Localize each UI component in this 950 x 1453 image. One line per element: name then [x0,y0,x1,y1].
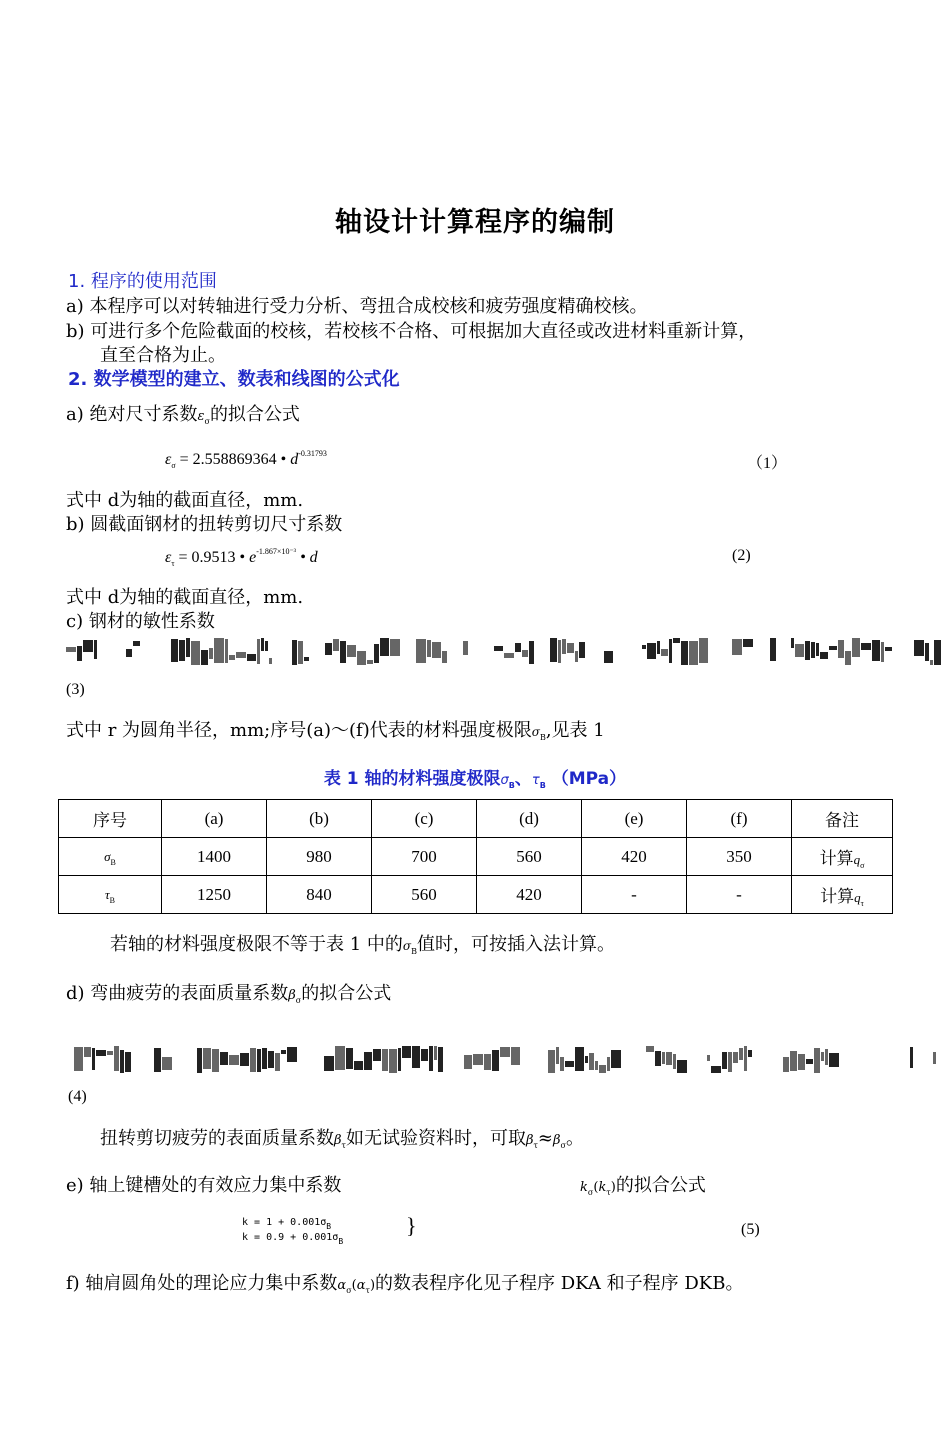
formula-glyph [599,1065,606,1073]
where-3-tail: ,见表 1 [545,720,605,741]
formula-2-exp: -1.867×10⁻³ [256,547,297,556]
item-1b-line1: b) 可进行多个危险截面的校核，若校核不合格、可根据加大直径或改进材料重新计算， [66,321,757,342]
formula-glyph [416,639,426,663]
where-3-sigma-sub: B [539,733,546,742]
table-cell: - [687,876,792,914]
formula-5-line2-text: k = 0.9 + 0.001σ [242,1232,339,1243]
row-symbol: σ [104,849,111,864]
formula-glyph [579,642,585,658]
beta-tau-note [100,1124,584,1150]
formula-glyph [791,638,794,648]
formula-glyph [402,1046,411,1058]
formula-glyph [325,643,332,655]
formula-glyph [412,1046,420,1068]
interpolation-sigma: σ [402,939,412,953]
formula-glyph [162,1057,172,1070]
formula-glyph [673,638,680,643]
formula-glyph [434,1046,437,1060]
item-e: e) 轴上键槽处的有效应力集中系数 [66,1175,342,1196]
formula-glyph [429,1046,433,1071]
formula-glyph [575,1047,584,1071]
item-f-text: f) 轴肩圆角处的理论应力集中系数 [66,1273,338,1294]
item-d-text: d) 弯曲疲劳的表面质量系数 [66,983,289,1004]
note-text: 计算 [819,848,854,868]
formula-glyph [120,1050,124,1073]
item-e-coeffs [580,1171,706,1197]
where-3-sigma: σ [531,725,540,739]
beta-sub: σ [295,996,302,1005]
material-strength-table [58,799,893,914]
formula-glyph [77,646,82,661]
formula-glyph [611,1050,621,1068]
formula-glyph [240,1053,249,1066]
formula-glyph [681,641,688,665]
formula-glyph [335,1046,345,1070]
formula-glyph [558,640,561,663]
formula-glyph [838,640,844,658]
formula-glyph [186,638,190,657]
formula-glyph [126,649,132,657]
formula-glyph [107,1051,113,1055]
formula-glyph [367,660,373,664]
formula-glyph [744,1046,747,1071]
formula-1-d: d [290,451,299,468]
formula-glyph [930,660,933,665]
formula-glyph [585,1056,588,1063]
formula-glyph [84,1047,91,1057]
formula-glyph [795,644,804,657]
formula-4-image [74,1046,950,1076]
note-symbol: q [854,889,861,905]
item-f-tail: 的数表程序化见子程序 DKA 和子程序 DKB。 [375,1273,744,1294]
alpha-paren-close: ) [369,1278,376,1293]
table-header-cell: 备注 [792,800,893,838]
formula-glyph [373,1049,381,1061]
formula-glyph [885,647,892,651]
formula-glyph [722,1052,727,1069]
formula-glyph [262,1048,267,1069]
formula-glyph [743,639,753,647]
table-header-row [59,800,893,838]
alpha-tau-sub: τ [365,1286,370,1295]
formula-glyph [550,638,557,662]
formula-glyph [96,1050,106,1056]
formula-glyph [522,650,528,657]
item-2c: c) 钢材的敏性系数 [66,611,215,632]
table-cell: 560 [477,838,582,876]
formula-2-rhs: = 0.9513 • [178,549,250,566]
beta-rhs-symbol: β [553,1133,561,1148]
item-e-tail: 的拟合公式 [615,1175,706,1196]
formula-glyph [529,641,534,664]
formula-glyph [669,639,672,663]
formula-2-number: (2) [732,547,751,564]
formula-glyph [94,640,97,659]
formula-glyph [739,1048,743,1060]
formula-glyph [229,655,235,660]
alpha-tau: α [356,1278,366,1293]
formula-glyph [732,639,742,655]
formula-glyph [646,1046,654,1052]
formula-glyph [125,1052,131,1072]
k-sigma: k [580,1180,588,1195]
formula-glyph [83,640,93,652]
formula-glyph [657,641,660,654]
table-cell: 350 [687,838,792,876]
formula-glyph [66,647,76,652]
formula-glyph [711,1066,721,1073]
beta-symbol: β [288,988,296,1003]
formula-glyph [567,643,574,653]
formula-glyph [357,651,366,665]
k-tau: k [598,1180,607,1195]
formula-glyph [575,651,578,662]
note-symbol-sub: τ [860,898,864,908]
formula-glyph [881,642,884,662]
formula-glyph [494,646,503,651]
where-3-text: 式中 r 为圆角半径，mm;序号(a)～(f)代表的材料强度极限 [66,720,532,741]
table-cell: 700 [372,838,477,876]
section-2-heading: 2. 数学模型的建立、数表和线图的公式化 [68,369,400,390]
formula-glyph [607,1057,610,1071]
table-note-cell [792,838,893,876]
formula-glyph [171,639,178,662]
formula-glyph [925,643,929,661]
formula-glyph [92,1048,95,1070]
formula-glyph [464,1055,472,1069]
formula-glyph [346,1048,353,1069]
table-cell: 840 [267,876,372,914]
formula-glyph [298,641,303,664]
interpolation-tail: 值时，可按插入法计算。 [417,934,615,955]
beta-tau-symbol: β [334,1133,342,1148]
formula-glyph [201,650,208,665]
note-symbol-sub: σ [860,860,865,870]
formula-glyph [872,640,880,661]
formula-glyph [269,658,272,664]
formula-glyph [287,1047,297,1062]
formula-glyph [347,645,356,657]
beta-tau-end: 。 [565,1128,584,1149]
interpolation-text: 若轴的材料强度极限不等于表 1 中的 [110,934,403,955]
epsilon-sub: σ [204,417,210,426]
formula-glyph [247,654,256,661]
formula-1-rhs: = 2.558869364 • [179,451,291,468]
formula-glyph [432,642,441,658]
table-caption-unit: （MPa） [545,769,627,789]
formula-glyph [806,1059,813,1064]
row-symbol-cell [59,876,162,914]
formula-4-number: (4) [68,1088,87,1105]
item-f [66,1269,743,1295]
formula-glyph [647,643,656,659]
table-cell: - [582,876,687,914]
formula-glyph [562,639,566,654]
table-header-cell: (c) [372,800,477,838]
formula-glyph [816,643,819,656]
table-cell: 1400 [162,838,267,876]
formula-glyph [374,644,379,663]
formula-glyph [220,1052,228,1065]
formula-glyph [212,1049,219,1072]
formula-5-brace: } [406,1213,417,1238]
beta-rhs-sub: σ [560,1141,566,1150]
formula-glyph [473,1054,483,1065]
where-3 [66,716,605,742]
paren-close: ) [610,1180,616,1195]
beta-tau-mid: 如无试验资料时，可取 [345,1128,526,1149]
formula-2 [165,547,318,568]
formula-glyph [133,641,140,646]
formula-glyph [589,1053,594,1070]
formula-glyph [382,1049,388,1071]
table-cell: 980 [267,838,372,876]
formula-1 [165,449,327,470]
alpha-sigma: α [337,1278,347,1293]
interpolation-sigma-sub: B [411,947,417,956]
formula-2-tail: • d [296,549,318,566]
formula-glyph [728,1052,732,1072]
formula-glyph [275,1053,280,1071]
formula-glyph [814,1048,820,1073]
formula-glyph [364,1052,372,1070]
formula-1-lhs: ε [165,451,172,468]
formula-glyph [209,648,213,659]
formula-glyph [515,643,521,652]
formula-glyph [442,651,447,663]
where-1: 式中 d为轴的截面直径，mm. [66,490,304,511]
k-tau-sub: τ [606,1188,611,1197]
formula-glyph [604,651,613,663]
formula-glyph [333,639,339,651]
interpolation-note [110,930,615,956]
table-cell: 420 [477,876,582,914]
item-d-tail: 的拟合公式 [301,983,392,1004]
formula-glyph [666,1052,672,1065]
item-1a: a) 本程序可以对转轴进行受力分析、弯扭合成校核和疲劳强度精确校核。 [66,296,648,317]
formula-glyph [292,640,297,665]
formula-glyph [236,652,246,658]
table-caption-tau: τ [531,773,540,788]
formula-glyph [673,1054,676,1069]
formula-2-lhs: ε [165,549,172,566]
item-2a-tail: 的拟合公式 [209,404,300,425]
table-header-cell: (a) [162,800,267,838]
formula-glyph [197,1048,202,1073]
formula-glyph [354,1061,363,1070]
formula-glyph [677,1060,687,1073]
formula-glyph [74,1047,83,1071]
page-title: 轴设计计算程序的编制 [335,207,615,238]
formula-glyph [421,1049,428,1061]
formula-glyph [910,1047,913,1068]
formula-glyph [304,657,309,661]
item-1b-line2: 直至合格为止。 [100,345,226,366]
formula-glyph [829,1053,839,1067]
formula-glyph [504,653,514,658]
formula-glyph [790,1051,797,1071]
formula-glyph [492,1050,499,1071]
formula-5-line1-text: k = 1 + 0.001σ [242,1217,327,1228]
formula-5-line1-sub: B [326,1222,332,1231]
table-caption-text: 表 1 轴的材料强度极限 [323,769,501,789]
formula-5-line2-sub: B [338,1237,344,1246]
formula-glyph [398,1048,401,1071]
formula-glyph [914,640,924,656]
formula-glyph [733,1052,738,1063]
formula-glyph [825,1049,828,1065]
formula-glyph [934,640,941,665]
formula-glyph [595,1061,598,1070]
where-2: 式中 d为轴的截面直径，mm. [66,587,304,608]
formula-glyph [257,639,260,664]
beta-tau-text: 扭转剪切疲劳的表面质量系数 [100,1128,334,1149]
formula-5-number: (5) [741,1221,760,1238]
alpha-paren-open: ( [351,1278,357,1293]
formula-glyph [770,638,776,661]
formula-glyph [820,652,828,659]
formula-5-line2 [242,1232,343,1247]
formula-glyph [655,1051,661,1066]
formula-glyph [783,1057,789,1072]
formula-2-e: e [249,549,257,566]
formula-glyph [829,646,837,650]
formula-glyph [861,643,871,650]
formula-3-number: (3) [66,681,85,698]
formula-glyph [261,638,264,651]
table-header-cell: (e) [582,800,687,838]
formula-5-line1 [242,1217,343,1232]
table-header-cell: (d) [477,800,582,838]
formula-glyph [845,651,851,665]
alpha-sigma-sub: σ [346,1286,352,1295]
item-2b: b) 圆截面钢材的扭转剪切尺寸系数 [66,514,343,535]
formula-glyph [281,1050,286,1054]
formula-1-number: （1） [747,455,788,472]
formula-glyph [427,640,431,657]
formula-glyph [852,638,860,657]
epsilon-symbol: ε [197,409,205,424]
table-header-cell: (f) [687,800,792,838]
table-caption-tau-sub: B [539,781,546,790]
formula-glyph [380,638,389,656]
formula-glyph [500,1047,510,1057]
note-symbol: q [853,851,861,867]
item-2a-text: a) 绝对尺寸系数 [66,404,198,425]
table-row [59,876,893,914]
formula-glyph [324,1056,334,1071]
note-text: 计算 [820,886,855,906]
formula-glyph [689,641,698,665]
table-caption [0,764,950,790]
table-caption-sigma: σ [500,773,509,788]
formula-1-exp: -0.31793 [298,449,327,458]
formula-glyph [268,1051,274,1068]
formula-glyph [661,649,668,656]
row-symbol-cell [59,838,162,876]
formula-glyph [699,638,708,663]
row-symbol-sub: B [109,896,115,905]
formula-glyph [390,639,400,656]
formula-glyph [811,642,815,658]
formula-glyph [548,1050,555,1073]
formula-glyph [203,1048,211,1069]
beta-approx-symbol: β [525,1133,534,1148]
beta-approx-sub: τ [533,1141,538,1150]
formula-glyph [114,1046,119,1071]
formula-glyph [389,1049,397,1073]
paren-open: ( [593,1180,599,1195]
formula-glyph [265,641,268,651]
item-d [66,979,391,1005]
formula-5 [242,1217,343,1247]
approx-sign: ≈ [537,1128,553,1149]
formula-glyph [463,641,468,655]
formula-glyph [805,641,810,660]
formula-glyph [821,1052,824,1061]
table-caption-sigma-sub: B [508,781,515,790]
formula-glyph [191,641,200,665]
formula-glyph [748,1050,752,1057]
formula-glyph [257,1049,261,1072]
formula-glyph [154,1048,161,1072]
formula-glyph [642,645,646,649]
formula-glyph [511,1047,520,1065]
formula-3-image [66,638,950,668]
table-caption-sep: 、 [514,769,532,789]
formula-glyph [707,1055,710,1061]
table-header-cell: 序号 [59,800,162,838]
table-row [59,838,893,876]
formula-glyph [179,640,185,661]
k-sigma-sub: σ [587,1188,594,1197]
formula-glyph [214,638,224,663]
table-cell: 420 [582,838,687,876]
table-cell: 1250 [162,876,267,914]
item-2a [66,400,300,426]
row-symbol: τ [105,887,110,902]
formula-glyph [229,1055,239,1065]
beta-tau-sub: τ [341,1141,346,1150]
formula-1-lhs-sub: σ [171,461,176,470]
formula-glyph [340,641,346,663]
formula-glyph [556,1047,559,1064]
table-cell: 560 [372,876,477,914]
table-header-cell: (b) [267,800,372,838]
formula-glyph [250,1048,256,1072]
formula-glyph [438,1047,443,1072]
table-note-cell [792,876,893,914]
formula-glyph [225,639,228,663]
section-1-heading: 1. 程序的使用范围 [68,271,217,292]
formula-glyph [933,1052,936,1064]
formula-glyph [565,1061,574,1067]
formula-glyph [662,1052,665,1064]
formula-glyph [798,1054,805,1070]
formula-2-lhs-sub: τ [171,559,175,568]
formula-glyph [560,1057,564,1071]
row-symbol-sub: B [110,858,116,867]
formula-glyph [484,1054,491,1070]
